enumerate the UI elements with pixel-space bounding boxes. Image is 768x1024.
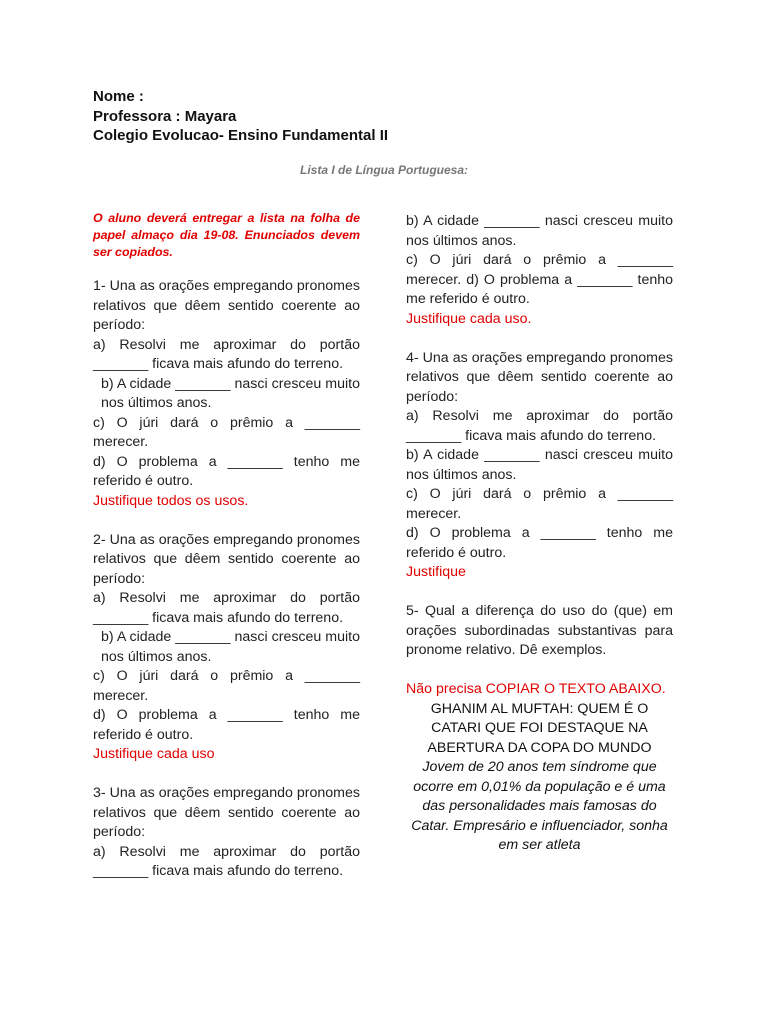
no-copy-note: Não precisa COPIAR O TEXTO ABAIXO. [406, 681, 666, 697]
question-3-item-c-d: c) O júri dará o prêmio a _______ merecer. d) O problema a _______ tenho me referido é outro. [406, 252, 673, 307]
question-5-prompt: 5- Qual a diferença do uso do (que) em orações subordinadas substantivas para pronome relativo. Dê exemplos. [406, 603, 673, 658]
question-1-item-d: d) O problema a _______ tenho me referido é outro. [93, 453, 360, 489]
question-4-item-c: c) O júri dará o prêmio a _______ merecer. [406, 486, 673, 522]
question-4-prompt: 4- Una as orações empregando pronomes relativos que dêem sentido coerente ao período: [406, 349, 673, 405]
question-2-item-b: b) A cidade _______ nasci cresceu muito nos últimos anos. [101, 629, 360, 665]
school-line: Colegio Evolucao- Ensino Fundamental II [93, 127, 389, 144]
question-3-prompt: 3- Una as orações empregando pronomes relativos que dêem sentido coerente ao período: [93, 785, 360, 840]
question-4 [406, 349, 673, 583]
list-subtitle: Lista I de Língua Portuguesa: [299, 163, 469, 177]
name-line: Nome : [93, 88, 144, 105]
question-4-item-a: a) Resolvi me aproximar do portão _______ ficava mais afundo do terreno. [406, 408, 673, 444]
question-2-prompt: 2- Una as orações empregando pronomes relativos que dêem sentido coerente ao período: [93, 531, 360, 587]
question-2-item-d: d) O problema a _______ tenho me referido é outro. [93, 707, 360, 743]
left-column [93, 210, 360, 882]
question-3-item-b: b) A cidade _______ nasci cresceu muito nos últimos anos. [406, 213, 673, 249]
document-header [93, 87, 693, 146]
question-1-prompt: 1- Una as orações empregando pronomes relativos que dêem sentido coerente ao período: [93, 278, 360, 333]
question-5 [406, 602, 673, 661]
instructions-text: O aluno deverá entregar a lista na folha de papel almaço dia 19-08. Enunciados devem ser copiados. [93, 211, 360, 259]
question-2 [93, 531, 360, 765]
teacher-line: Professora : Mayara [93, 107, 237, 125]
article-title: GHANIM AL MUFTAH: QUEM É O CATARI QUE FOI DESTAQUE NA ABERTURA DA COPA DO MUNDO [427, 700, 652, 756]
right-column [406, 212, 673, 856]
question-3-item-a: a) Resolvi me aproximar do portão _______ ficava mais afundo do terreno. [93, 843, 360, 879]
question-2-justify: Justifique cada uso [93, 746, 215, 762]
question-1 [93, 277, 360, 511]
question-1-justify: Justifique todos os usos. [93, 492, 249, 509]
question-3-justify: Justifique cada uso. [406, 310, 532, 327]
question-1-item-c: c) O júri dará o prêmio a _______ merecer. [93, 414, 360, 450]
question-1-item-a: a) Resolvi me aproximar do portão _______ ficava mais afundo do terreno. [93, 336, 360, 372]
question-4-item-b: b) A cidade _______ nasci cresceu muito nos últimos anos. [406, 447, 673, 483]
question-2-item-a: a) Resolvi me aproximar do portão _______ ficava mais afundo do terreno. [93, 590, 360, 626]
article-lead: Jovem de 20 anos tem síndrome que ocorre em 0,01% da população e é uma das personalidades mais famosas do Catar. Empresário e influenciador, sonha em ser atleta [411, 759, 668, 853]
question-2-item-c: c) O júri dará o prêmio a _______ merecer. [93, 668, 360, 704]
question-3 [93, 784, 360, 882]
question-4-justify: Justifique [406, 564, 466, 580]
question-4-item-d: d) O problema a _______ tenho me referido é outro. [406, 525, 673, 561]
question-1-item-b: b) A cidade _______ nasci cresceu muito nos últimos anos. [101, 375, 360, 411]
question-3-continued [406, 212, 673, 329]
